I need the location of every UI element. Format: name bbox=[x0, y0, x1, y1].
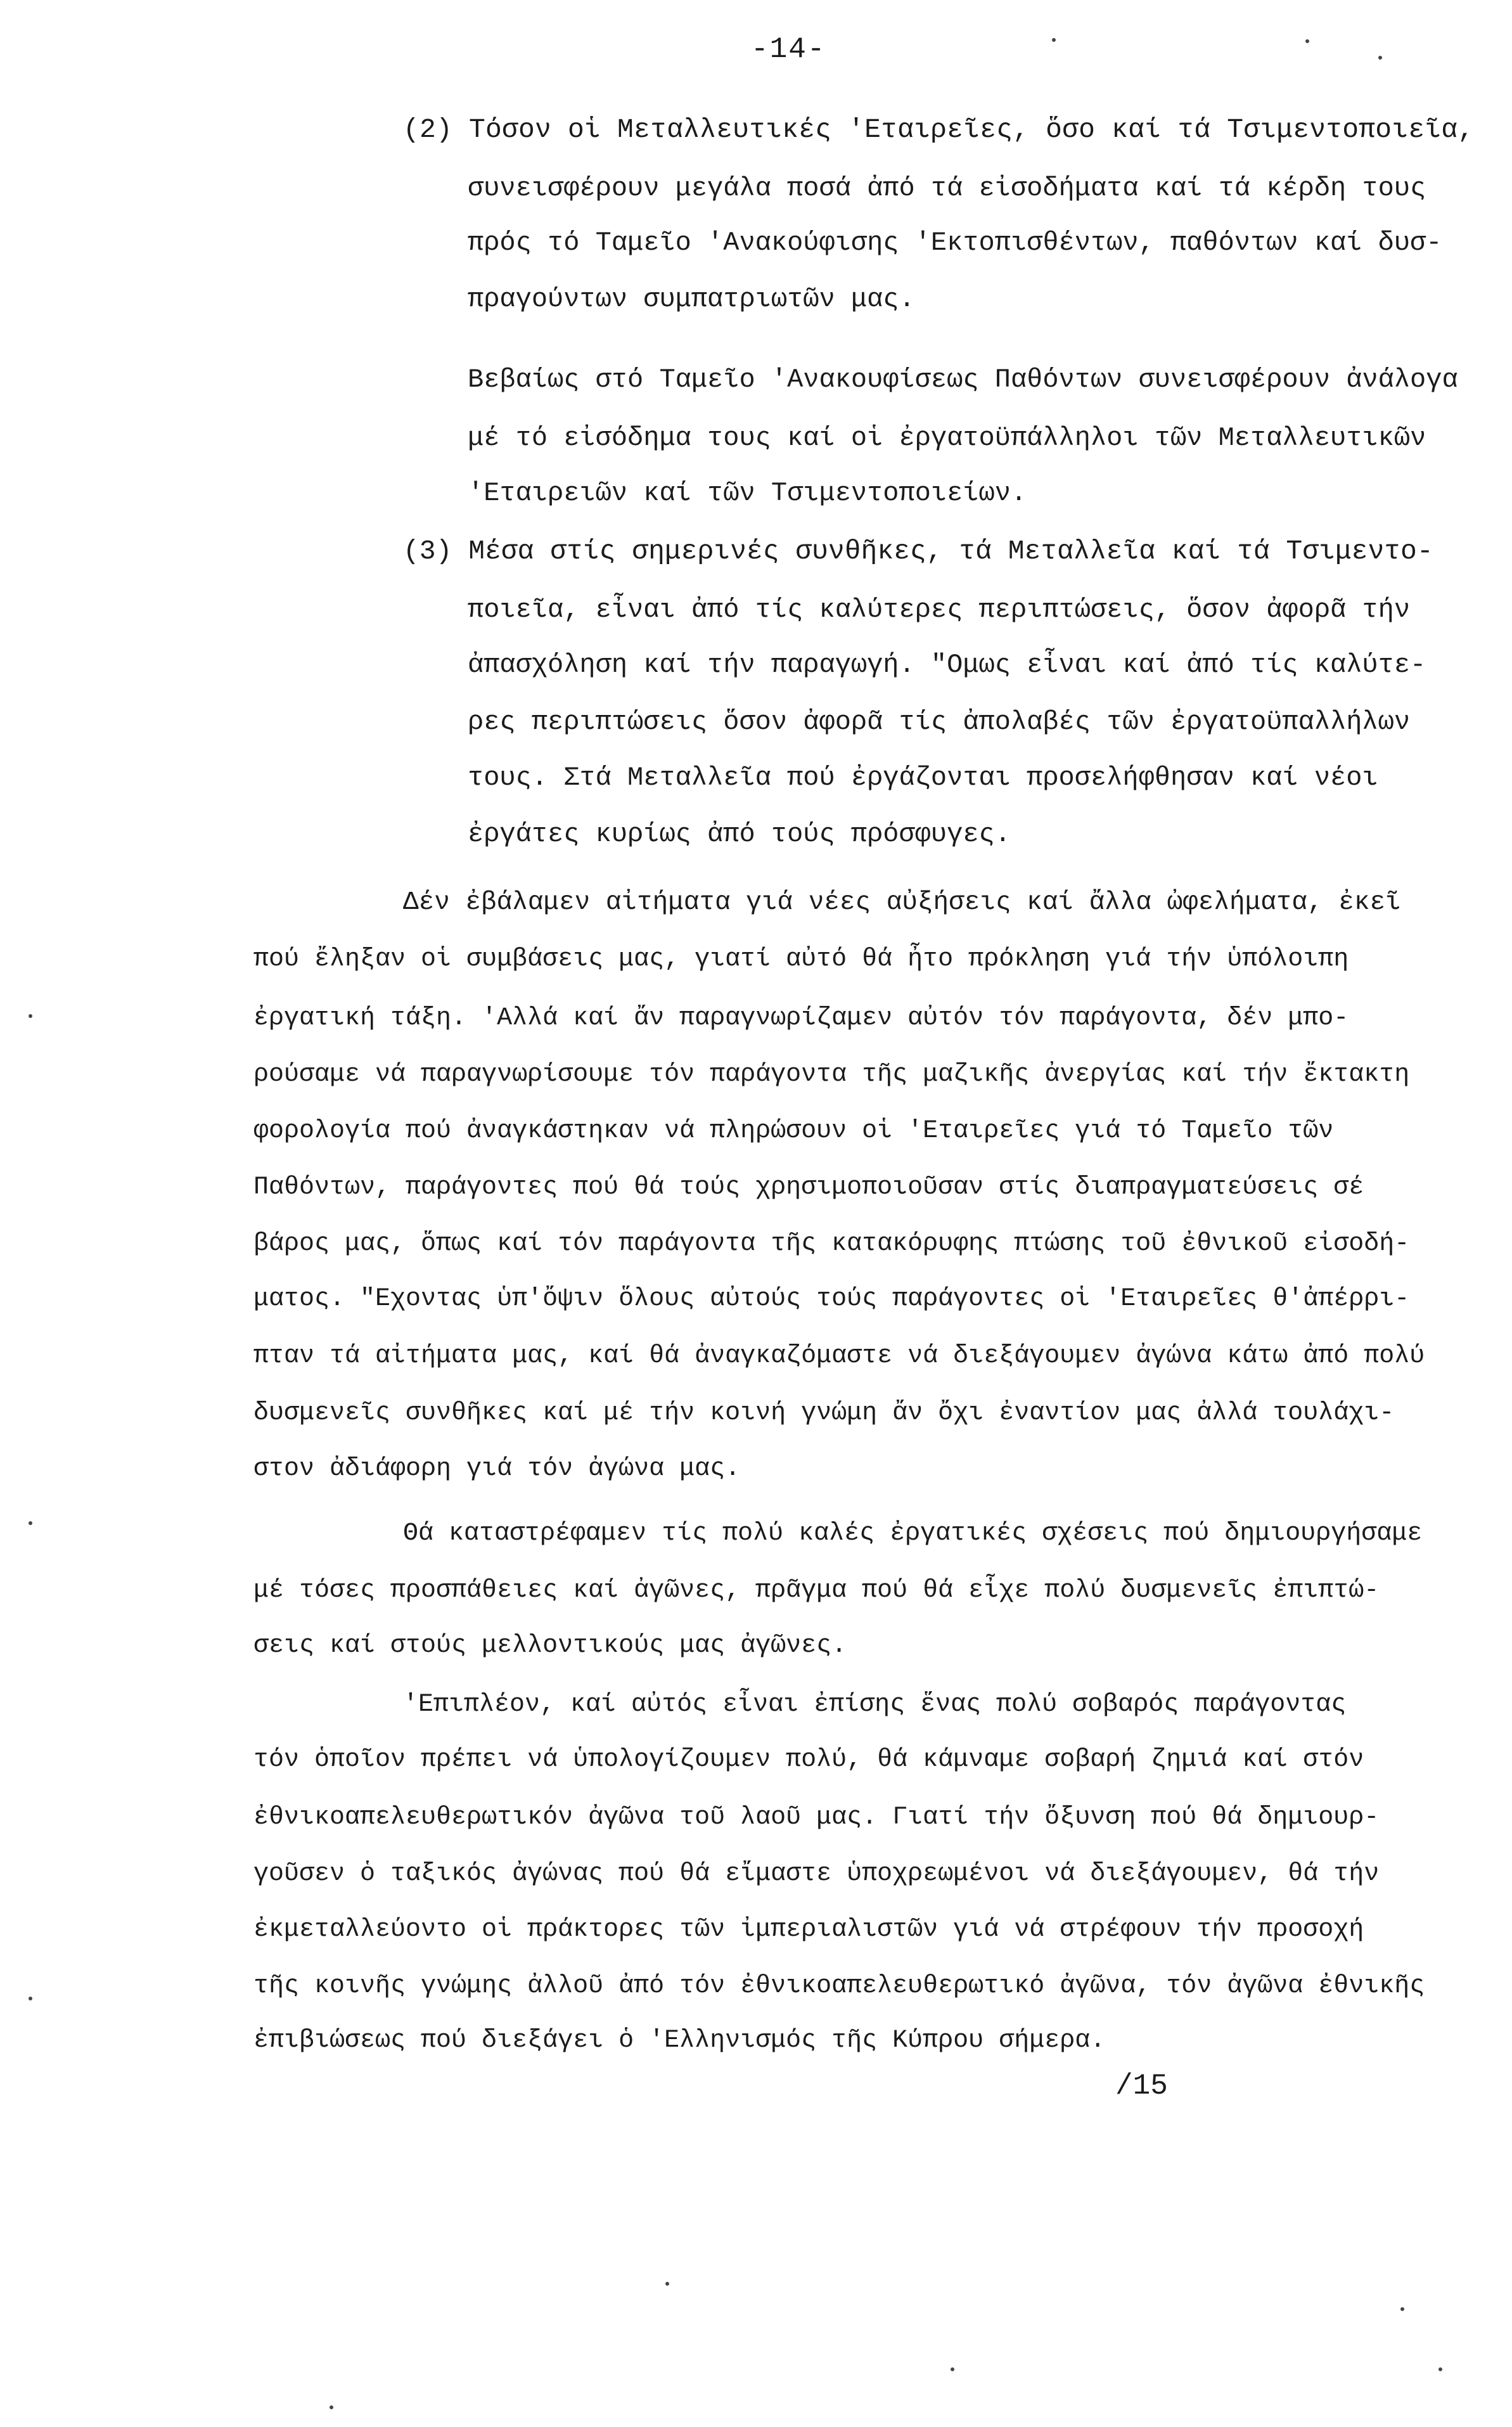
text-line: τόν ὁποῖον πρέπει νά ὑπολογίζουμεν πολύ, θά κάμναμε σοβαρή ζημιά καί στόν bbox=[253, 1746, 1364, 1774]
text-line: Δέν ἐβάλαμεν αἰτήματα γιά νέες αὐξήσεις καί ἄλλα ὠφελήματα, ἐκεῖ bbox=[403, 888, 1401, 917]
scan-speck bbox=[330, 2405, 333, 2409]
continuation-marker: /15 bbox=[1115, 2070, 1168, 2102]
text-line: γοῦσεν ὁ ταξικός ἀγώνας πού θά εἴμαστε ὑποχρεωμένοι νά διεξάγουμεν, θά τήν bbox=[253, 1860, 1380, 1888]
text-line: μέ τόσες προσπάθειες καί ἀγῶνες, πρᾶγμα πού θά εἶχε πολύ δυσμενεῖς ἐπιπτώ- bbox=[253, 1576, 1380, 1605]
text-line: ματος. "Εχοντας ὑπ'ὄψιν ὅλους αὐτούς τούς παράγοντες οἱ 'Εταιρεῖες θ'ἀπέρρι- bbox=[253, 1285, 1410, 1313]
page-number: -14- bbox=[751, 33, 826, 66]
scan-speck bbox=[1438, 2367, 1442, 2371]
scan-speck bbox=[951, 2367, 954, 2371]
text-line: ἐπιβιώσεως πού διεξάγει ὁ 'Ελληνισμός τῆς Κύπρου σήμερα. bbox=[253, 2026, 1106, 2055]
text-line: Θά καταστρέφαμεν τίς πολύ καλές ἐργατικές σχέσεις πού δημιουργήσαμε bbox=[403, 1519, 1423, 1548]
scan-speck bbox=[29, 1997, 32, 2000]
scan-speck bbox=[1400, 2307, 1404, 2311]
text-line: δυσμενεῖς συνθῆκες καί μέ τήν κοινή γνώμη ἄν ὄχι ἐναντίον μας ἀλλά τουλάχι- bbox=[253, 1399, 1395, 1427]
text-line: Παθόντων, παράγοντες πού θά τούς χρησιμοποιοῦσαν στίς διαπραγματεύσεις σέ bbox=[253, 1173, 1364, 1202]
text-line: πταν τά αἰτήματα μας, καί θά ἀναγκαζόμαστε νά διεξάγουμεν ἀγώνα κάτω ἀπό πολύ bbox=[253, 1342, 1425, 1370]
text-line: (3) Μέσα στίς σημερινές συνθῆκες, τά Μεταλλεῖα καί τά Τσιμεντο- bbox=[403, 536, 1433, 567]
text-line: 'Επιπλέον, καί αὐτός εἶναι ἐπίσης ἕνας πολύ σοβαρός παράγοντας bbox=[403, 1690, 1347, 1719]
text-line: βάρος μας, ὅπως καί τόν παράγοντα τῆς κατακόρυφης πτώσης τοῦ ἐθνικοῦ εἰσοδή- bbox=[253, 1230, 1410, 1258]
text-line: πραγούντων συμπατριωτῶν μας. bbox=[468, 284, 915, 314]
text-line: Βεβαίως στό Ταμεῖο 'Ανακουφίσεως Παθόντων συνεισφέρουν ἀνάλογα bbox=[468, 364, 1458, 395]
text-line: ἐργάτες κυρίως ἀπό τούς πρόσφυγες. bbox=[468, 819, 1011, 849]
scan-speck bbox=[1305, 39, 1309, 43]
text-line: μέ τό εἰσόδημα τους καί οἱ ἐργατοϋπάλληλοι τῶν Μεταλλευτικῶν bbox=[468, 423, 1426, 453]
text-line: ρες περιπτώσεις ὅσον ἀφορᾶ τίς ἀπολαβές τῶν ἐργατοϋπαλλήλων bbox=[468, 707, 1411, 737]
text-line: 'Εταιρειῶν καί τῶν Τσιμεντοποιείων. bbox=[468, 478, 1027, 508]
text-line: πρός τό Ταμεῖο 'Ανακούφισης 'Εκτοπισθέντων, παθόντων καί δυσ- bbox=[468, 228, 1442, 258]
scan-speck bbox=[665, 2282, 669, 2286]
text-line: ἐθνικοαπελευθερωτικόν ἀγῶνα τοῦ λαοῦ μας. Γιατί τήν ὄξυνση πού θά δημιουρ- bbox=[253, 1803, 1380, 1832]
text-line: τους. Στά Μεταλλεῖα πού ἐργάζονται προσελήφθησαν καί νέοι bbox=[468, 763, 1378, 793]
text-line: στον ἀδιάφορη γιά τόν ἀγώνα μας. bbox=[253, 1455, 741, 1483]
scan-speck bbox=[29, 1014, 32, 1018]
text-line: πού ἔληξαν οἱ συμβάσεις μας, γιατί αὐτό θά ἦτο πρόκληση γιά τήν ὑπόλοιπη bbox=[253, 945, 1349, 974]
text-line: ἀπασχόληση καί τήν παραγωγή. "Ομως εἶναι καί ἀπό τίς καλύτε- bbox=[468, 650, 1426, 680]
text-line: (2) Τόσον οἱ Μεταλλευτικές 'Εταιρεῖες, ὅσο καί τά Τσιμεντοποιεῖα, bbox=[403, 114, 1475, 145]
scan-speck bbox=[29, 1521, 32, 1525]
text-line: ποιεῖα, εἶναι ἀπό τίς καλύτερες περιπτώσεις, ὅσον ἀφορᾶ τήν bbox=[468, 595, 1411, 625]
scan-speck bbox=[1378, 56, 1382, 60]
text-line: ρούσαμε νά παραγνωρίσουμε τόν παράγοντα τῆς μαζικῆς ἀνεργίας καί τήν ἔκτακτη bbox=[253, 1060, 1410, 1089]
text-line: συνεισφέρουν μεγάλα ποσά ἀπό τά εἰσοδήματα καί τά κέρδη τους bbox=[468, 173, 1426, 203]
text-line: ἐκμεταλλεύοντο οἱ πράκτορες τῶν ἰμπεριαλιστῶν γιά νά στρέφουν τήν προσοχή bbox=[253, 1915, 1364, 1944]
text-line: φορολογία πού ἀναγκάστηκαν νά πληρώσουν οἱ 'Εταιρεῖες γιά τό Ταμεῖο τῶν bbox=[253, 1117, 1334, 1145]
scan-speck bbox=[1052, 38, 1056, 42]
text-line: ἐργατική τάξη. 'Αλλά καί ἄν παραγνωρίζαμεν αὐτόν τόν παράγοντα, δέν μπο- bbox=[253, 1004, 1349, 1033]
text-line: τῆς κοινῆς γνώμης ἀλλοῦ ἀπό τόν ἐθνικοαπελευθερωτικό ἀγῶνα, τόν ἀγῶνα ἐθνικῆς bbox=[253, 1972, 1425, 2000]
text-line: σεις καί στούς μελλοντικούς μας ἀγῶνες. bbox=[253, 1632, 847, 1660]
